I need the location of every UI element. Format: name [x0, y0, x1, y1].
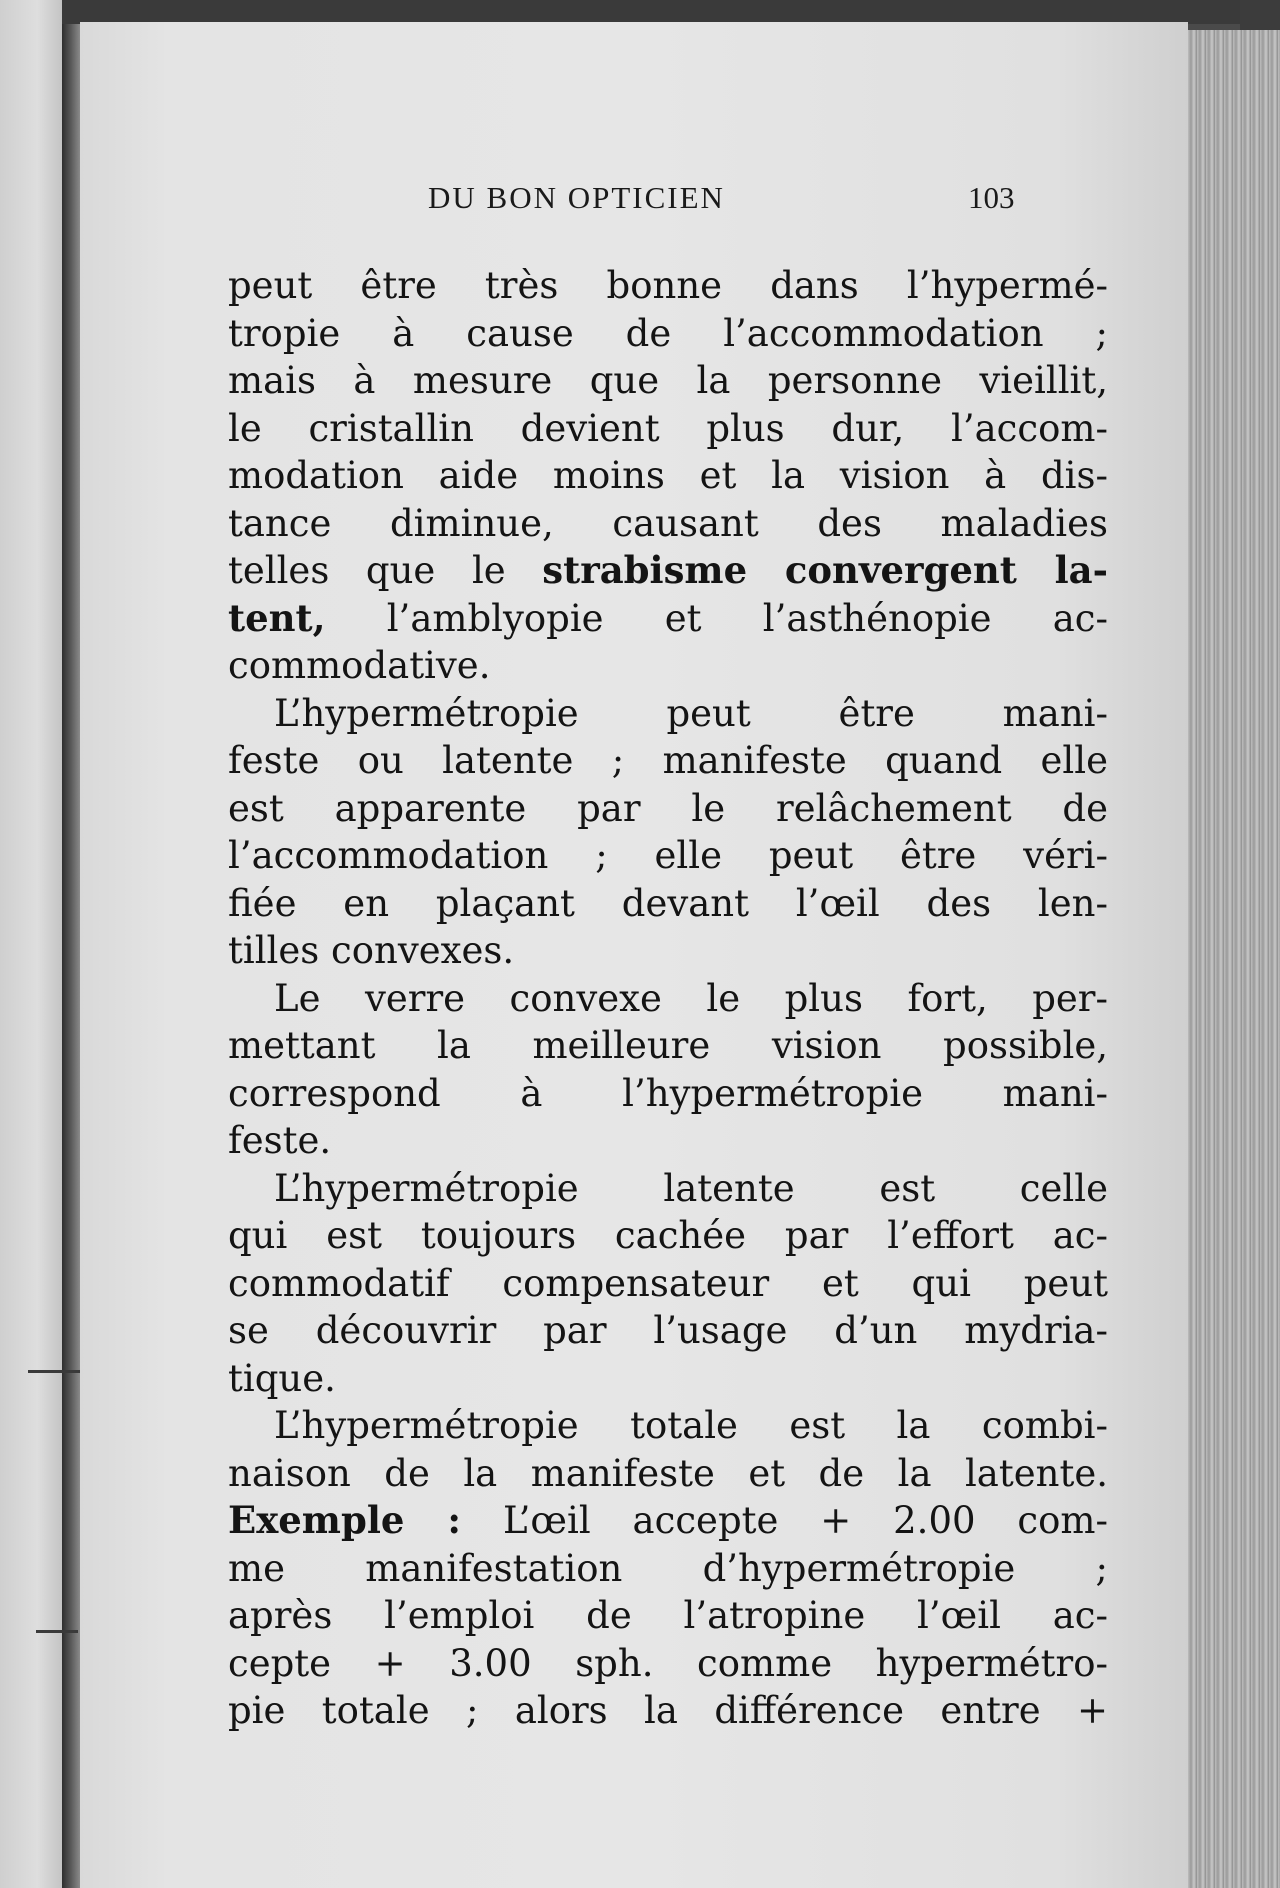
book-page [80, 22, 1188, 1888]
text-line [228, 1497, 1108, 1545]
text-segment: après l’emploi de l’atropine l’œil ac- [228, 1594, 1108, 1637]
text-line [228, 1402, 1108, 1450]
text-segment: L’hypermétropie totale est la combi- [274, 1404, 1108, 1447]
text-segment: qui est toujours cachée par l’effort ac- [228, 1214, 1108, 1257]
text-segment: mettant la meilleure vision possible, [228, 1024, 1108, 1067]
text-line [228, 1307, 1108, 1355]
text-line [228, 1165, 1108, 1213]
text-line [228, 547, 1108, 595]
body-text [228, 262, 1108, 1735]
bold-text: strabisme convergent la- [542, 548, 1108, 592]
page-number: 103 [968, 180, 1015, 215]
bold-text: tent, [228, 595, 326, 640]
text-line [228, 642, 1108, 690]
text-line [228, 1355, 1108, 1403]
running-head [80, 180, 1188, 220]
text-segment: l’accommodation ; elle peut être véri- [228, 834, 1108, 877]
text-segment: peut être très bonne dans l’hypermé- [228, 264, 1108, 307]
text-segment: l’amblyopie et l’asthénopie ac- [325, 596, 1108, 640]
text-segment: correspond à l’hypermétropie mani- [228, 1071, 1108, 1115]
top-shadow [62, 0, 1280, 24]
text-segment: cepte + 3.00 sph. comme hypermétro- [228, 1641, 1108, 1685]
text-segment: fiée en plaçant devant l’œil des len- [228, 881, 1108, 925]
text-segment: telles que le [228, 549, 543, 592]
book-gutter [62, 0, 80, 1888]
text-line [228, 405, 1108, 453]
text-line [228, 737, 1108, 785]
text-segment: me manifestation d’hypermétropie ; [228, 1546, 1108, 1590]
text-segment: tilles convexes. [228, 929, 515, 972]
text-segment: commodative. [228, 644, 491, 687]
text-line [228, 1070, 1108, 1118]
text-line [228, 1545, 1108, 1593]
text-segment: naison de la manifeste et de la latente. [228, 1451, 1108, 1495]
text-line [228, 832, 1108, 880]
text-segment: pie totale ; alors la différence entre + [228, 1689, 1108, 1732]
text-segment: se découvrir par l’usage d’un mydria- [228, 1309, 1108, 1352]
binding-stitch [36, 1630, 78, 1633]
binding-stitch [28, 1370, 88, 1373]
text-segment: tance diminue, causant des maladies [228, 501, 1108, 545]
text-segment: tique. [228, 1356, 336, 1400]
bold-text: Exemple : [228, 1498, 462, 1542]
text-line [228, 1212, 1108, 1260]
text-line [228, 927, 1108, 975]
text-line [228, 975, 1108, 1023]
text-segment: L’hypermétropie peut être mani- [274, 691, 1108, 735]
text-line [228, 500, 1108, 548]
text-segment: modation aide moins et la vision à dis- [228, 454, 1108, 497]
text-line [228, 310, 1108, 358]
text-segment: le cristallin devient plus dur, l’accom- [228, 406, 1108, 450]
text-line [228, 1260, 1108, 1308]
text-line [228, 785, 1108, 833]
text-segment: Le verre convexe le plus fort, per- [274, 976, 1108, 1020]
previous-page-edge [0, 0, 62, 1888]
running-head-title: DU BON OPTICIEN [428, 180, 725, 215]
text-line [228, 690, 1108, 738]
text-segment: L’œil accepte + 2.00 com- [461, 1499, 1108, 1542]
text-line [228, 1117, 1108, 1165]
text-line [228, 1450, 1108, 1498]
text-line [228, 1687, 1108, 1735]
text-segment: feste. [228, 1119, 332, 1162]
text-segment: feste ou latente ; manifeste quand elle [228, 739, 1108, 782]
text-segment: mais à mesure que la personne vieillit, [228, 359, 1108, 402]
text-segment: tropie à cause de l’accommodation ; [228, 311, 1108, 355]
text-line [228, 452, 1108, 500]
text-segment: L’hypermétropie latente est celle [274, 1166, 1108, 1210]
text-line [228, 1592, 1108, 1640]
text-line [228, 1022, 1108, 1070]
text-line [228, 880, 1108, 928]
text-line [228, 1640, 1108, 1688]
text-line [228, 357, 1108, 405]
text-segment: est apparente par le relâchement de [228, 786, 1108, 830]
text-segment: commodatif compensateur et qui peut [228, 1261, 1108, 1305]
text-line [228, 595, 1108, 643]
text-line [228, 262, 1108, 310]
page-edges [1188, 30, 1280, 1888]
